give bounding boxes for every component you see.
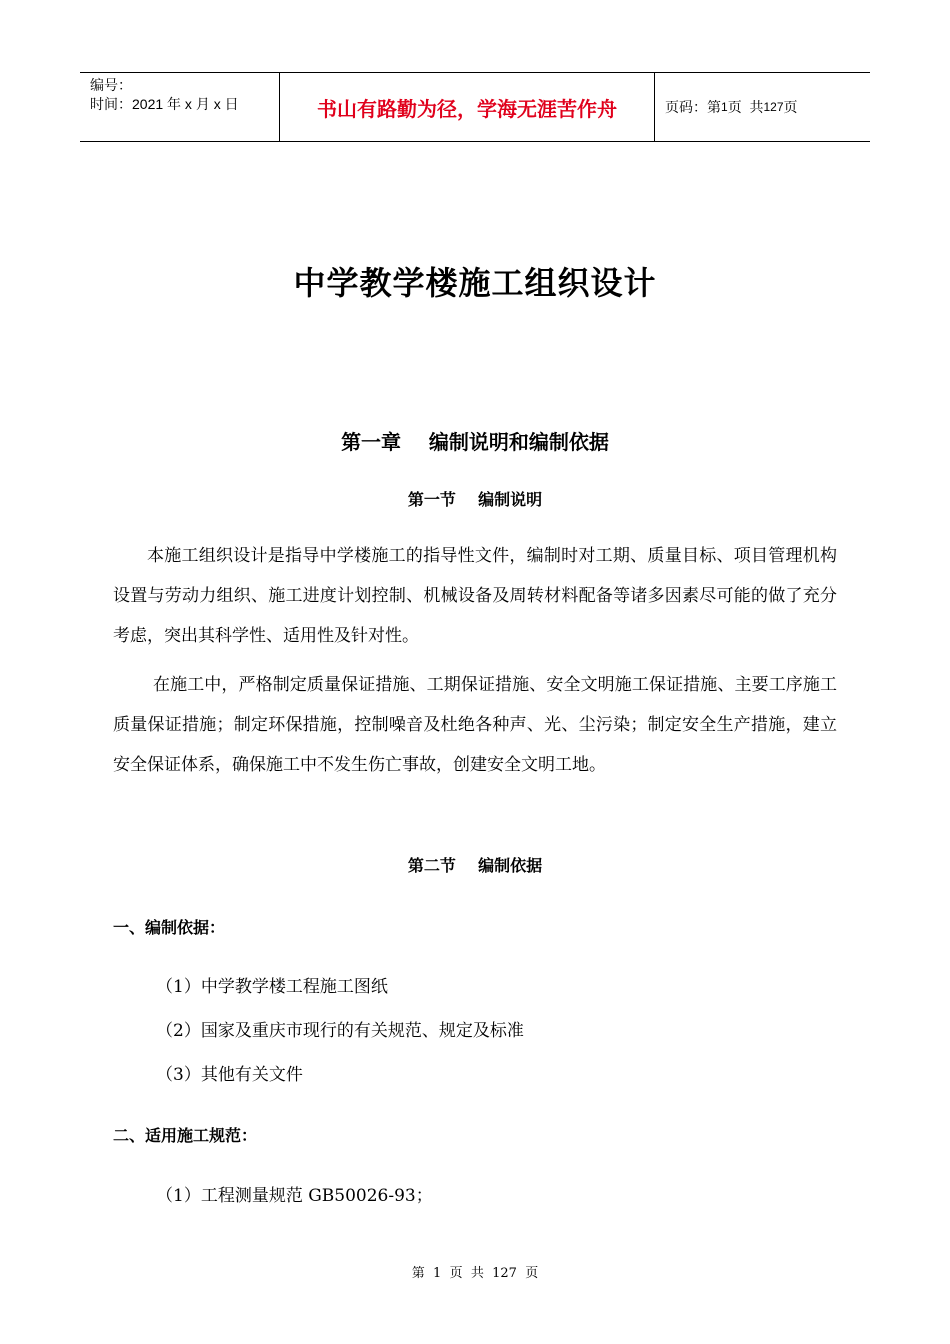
- norms-heading: 二、适用施工规范：: [113, 1126, 258, 1145]
- basis-item-2: （2）国家及重庆市现行的有关规范、规定及标准: [156, 1021, 524, 1041]
- document-title: 中学教学楼施工组织设计: [293, 264, 657, 302]
- basis-item-3: （3）其他有关文件: [156, 1065, 303, 1085]
- paragraph-2: 在施工中，严格制定质量保证措施、工期保证措施、安全文明施工保证措施、主要工序施工质量保证措施；制定环保措施，控制噪音及杜绝各种声、光、尘污染；制定安全生产措施，建立安全保证体系，确保施工中不发生伤亡事故，创建安全文明工地。: [113, 675, 837, 775]
- header-meta: [80, 73, 280, 141]
- page-total: 127: [763, 100, 784, 114]
- section-heading-1: 第一节 编制说明: [407, 490, 543, 509]
- page-header: [80, 72, 870, 142]
- number-label: 编号：: [90, 77, 132, 93]
- page-mid: 页 共: [727, 99, 764, 115]
- page-number: 1: [721, 100, 728, 114]
- page-footer: 第 1 页 共 127 页: [411, 1266, 539, 1281]
- basis-heading: 一、编制依据：: [113, 918, 226, 937]
- time-label: 时间：2021 年 x 月 x 日: [90, 96, 239, 112]
- paragraph-1: 本施工组织设计是指导中学楼施工的指导性文件，编制时对工期、质量目标、项目管理机构设置与劳动力组织、施工进度计划控制、机械设备及周转材料配备等诸多因素尽可能的做了充分考虑，突出其科学性、适用性及针对性。: [113, 546, 837, 646]
- section-heading-2: 第二节 编制依据: [407, 856, 543, 875]
- page-prefix: 页码：第: [665, 99, 721, 115]
- basis-item-1: （1）中学教学楼工程施工图纸: [156, 977, 388, 997]
- motto: 书山有路勤为径，学海无涯苦作舟: [280, 73, 655, 141]
- page-suffix: 页: [783, 99, 798, 115]
- chapter-heading: 第一章 编制说明和编制依据: [341, 430, 609, 454]
- norms-item-1: （1）工程测量规范 GB50026-93；: [156, 1186, 433, 1206]
- page-counter: [655, 73, 870, 141]
